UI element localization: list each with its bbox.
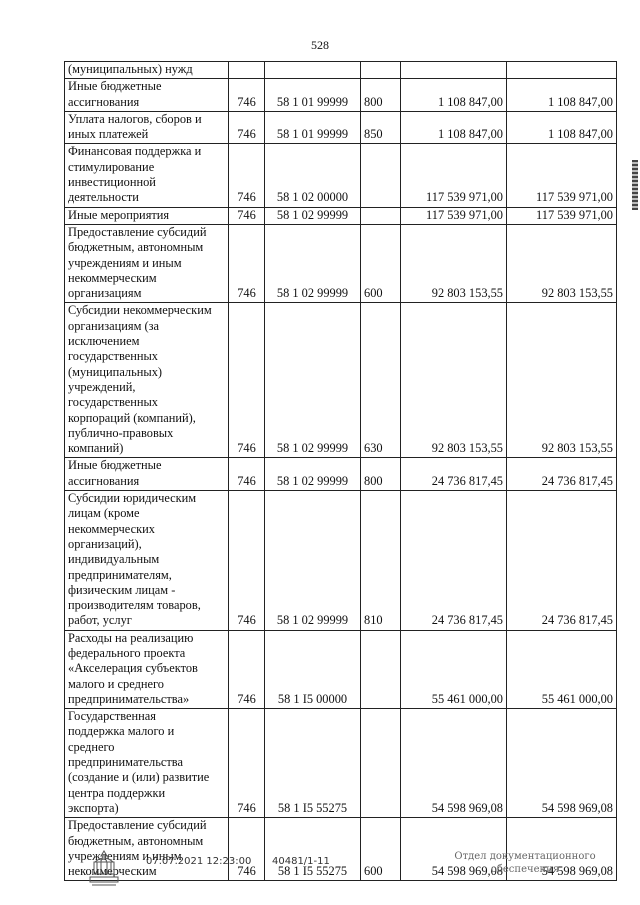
expense-name-line: Финансовая поддержка и: [68, 144, 202, 159]
grbs-code-cell: 746: [229, 709, 265, 818]
grbs-code-cell: 746: [229, 303, 265, 458]
expense-type-cell: 800: [361, 458, 401, 491]
expense-name-cell: [65, 491, 229, 631]
table-row: [65, 491, 617, 631]
expense-name-line: бюджетным, автономным: [68, 833, 204, 848]
expense-name-cell: [65, 224, 229, 302]
amount-cell: 92 803 153,55: [401, 303, 507, 458]
amount-cell: [401, 62, 507, 79]
expense-type-cell: [361, 62, 401, 79]
amount-cell: 92 803 153,55: [401, 224, 507, 302]
expense-name-line: корпораций (компаний),: [68, 410, 196, 425]
expense-name-cell: [65, 303, 229, 458]
expense-type-cell: [361, 630, 401, 708]
expense-name-line: Иные бюджетные: [68, 458, 162, 473]
department-stamp: [440, 850, 610, 876]
page-number: 528: [311, 38, 329, 52]
expense-name-cell: [65, 144, 229, 207]
grbs-code-cell: 746: [229, 79, 265, 112]
expense-name-line: Субсидии юридическим: [68, 491, 197, 506]
grbs-code-cell: 746: [229, 818, 265, 881]
amount-cell: 1 108 847,00: [401, 79, 507, 112]
expense-name-line: организаций),: [68, 536, 142, 551]
department-stamp-line: Отдел документационного: [454, 851, 596, 862]
expense-name-cell: [65, 709, 229, 818]
expense-name-line: индивидуальным: [68, 552, 160, 567]
expense-name-cell: [65, 630, 229, 708]
footer-document-id: 40481/1-11: [272, 856, 330, 867]
expense-name-line: Иные бюджетные: [68, 79, 162, 94]
table-row: [65, 458, 617, 491]
amount-cell: 24 736 817,45: [507, 458, 617, 491]
footer-timestamp: 07.07.2021 12:23:00: [146, 856, 252, 867]
expense-type-cell: 600: [361, 818, 401, 881]
expense-name-line: Предоставление субсидий: [68, 224, 207, 239]
target-article-cell: 58 1 I5 55275: [265, 818, 361, 881]
amount-cell: 55 461 000,00: [507, 630, 617, 708]
expense-name-line: лицам (кроме: [68, 506, 140, 521]
expense-type-cell: [361, 709, 401, 818]
expense-name-line: центра поддержки: [68, 785, 166, 800]
table-row: [65, 144, 617, 207]
expense-name-line: федерального проекта: [68, 645, 186, 660]
grbs-code-cell: 746: [229, 207, 265, 224]
expense-name-line: некоммерческим: [68, 270, 157, 285]
budget-table-body: [65, 62, 617, 881]
expense-name-line: государственных: [68, 395, 159, 410]
amount-cell: 24 736 817,45: [401, 491, 507, 631]
expense-name-line: (муниципальных): [68, 364, 163, 379]
expense-name-line: компаний): [68, 441, 124, 456]
budget-table: [64, 61, 617, 881]
expense-name-line: Уплата налогов, сборов и: [68, 111, 202, 126]
target-article-cell: 58 1 02 99999: [265, 491, 361, 631]
department-stamp-line: обеспечения: [490, 864, 560, 875]
expense-name-line: учреждениям и иным: [68, 255, 182, 270]
target-article-cell: 58 1 I5 55275: [265, 709, 361, 818]
expense-type-cell: 630: [361, 303, 401, 458]
expense-type-cell: 810: [361, 491, 401, 631]
expense-name-cell: [65, 79, 229, 112]
target-article-cell: 58 1 02 99999: [265, 303, 361, 458]
table-row: [65, 111, 617, 144]
table-row: [65, 207, 617, 224]
expense-name-line: предпринимательства: [68, 755, 183, 770]
table-row: [65, 630, 617, 708]
emblem-icon: [86, 848, 122, 888]
expense-name-cell: [65, 458, 229, 491]
target-article-cell: 58 1 02 99999: [265, 224, 361, 302]
amount-cell: 117 539 971,00: [507, 144, 617, 207]
expense-type-cell: [361, 207, 401, 224]
amount-cell: 117 539 971,00: [401, 144, 507, 207]
amount-cell: 117 539 971,00: [401, 207, 507, 224]
scan-edge-mark: [632, 160, 638, 210]
expense-name-line: государственных: [68, 349, 159, 364]
table-row: [65, 79, 617, 112]
expense-name-line: «Акселерация субъектов: [68, 661, 198, 676]
amount-cell: 54 598 969,08: [401, 709, 507, 818]
expense-name-line: Иные мероприятия: [68, 207, 170, 222]
expense-name-line: работ, услуг: [68, 613, 132, 628]
expense-name-line: Предоставление субсидий: [68, 818, 207, 833]
amount-cell: 55 461 000,00: [401, 630, 507, 708]
expense-type-cell: 600: [361, 224, 401, 302]
grbs-code-cell: 746: [229, 224, 265, 302]
expense-name-line: организациям: [68, 286, 142, 301]
grbs-code-cell: 746: [229, 630, 265, 708]
expense-name-line: некоммерческим: [68, 864, 157, 879]
target-article-cell: 58 1 I5 00000: [265, 630, 361, 708]
amount-cell: 24 736 817,45: [507, 491, 617, 631]
expense-name-line: (создание и (или) развитие: [68, 770, 210, 785]
expense-type-cell: 800: [361, 79, 401, 112]
expense-name-line: поддержка малого и: [68, 724, 175, 739]
expense-name-line: организациям (за: [68, 318, 160, 333]
amount-cell: 1 108 847,00: [507, 111, 617, 144]
expense-name-line: учреждениям и иным: [68, 848, 182, 863]
expense-type-cell: [361, 144, 401, 207]
amount-cell: 92 803 153,55: [507, 224, 617, 302]
expense-name-line: экспорта): [68, 800, 119, 815]
table-row: [65, 709, 617, 818]
expense-type-cell: 850: [361, 111, 401, 144]
expense-name-line: стимулирование: [68, 159, 155, 174]
target-article-cell: 58 1 01 99999: [265, 111, 361, 144]
table-row: [65, 224, 617, 302]
expense-name-cell: [65, 111, 229, 144]
expense-name-line: некоммерческих: [68, 521, 155, 536]
expense-name-cell: [65, 62, 229, 79]
expense-name-line: ассигнования: [68, 94, 140, 109]
expense-name-line: предпринимательства»: [68, 691, 190, 706]
footer: [0, 848, 640, 898]
amount-cell: 54 598 969,08: [507, 818, 617, 881]
grbs-code-cell: 746: [229, 458, 265, 491]
amount-cell: 1 108 847,00: [507, 79, 617, 112]
grbs-code-cell: 746: [229, 491, 265, 631]
expense-name-line: Субсидии некоммерческим: [68, 303, 212, 318]
expense-name-line: физическим лицам -: [68, 582, 176, 597]
expense-name-line: производителям товаров,: [68, 598, 201, 613]
expense-name-line: среднего: [68, 739, 115, 754]
amount-cell: 54 598 969,08: [401, 818, 507, 881]
expense-name-line: Расходы на реализацию: [68, 630, 194, 645]
grbs-code-cell: [229, 62, 265, 79]
amount-cell: [507, 62, 617, 79]
expense-name-line: (муниципальных) нужд: [68, 62, 193, 76]
target-article-cell: 58 1 01 99999: [265, 79, 361, 112]
target-article-cell: 58 1 02 99999: [265, 458, 361, 491]
expense-name-line: ассигнования: [68, 473, 140, 488]
table-row: [65, 303, 617, 458]
target-article-cell: 58 1 02 99999: [265, 207, 361, 224]
expense-name-line: бюджетным, автономным: [68, 240, 204, 255]
table-row: [65, 62, 617, 79]
expense-name-line: предпринимателям,: [68, 567, 172, 582]
target-article-cell: 58 1 02 00000: [265, 144, 361, 207]
target-article-cell: [265, 62, 361, 79]
expense-name-cell: [65, 207, 229, 224]
expense-name-line: деятельности: [68, 190, 139, 205]
amount-cell: 117 539 971,00: [507, 207, 617, 224]
expense-name-line: иных платежей: [68, 127, 149, 142]
amount-cell: 1 108 847,00: [401, 111, 507, 144]
expense-name-line: учреждений,: [68, 379, 136, 394]
expense-name-line: малого и среднего: [68, 676, 164, 691]
grbs-code-cell: 746: [229, 144, 265, 207]
expense-name-line: инвестиционной: [68, 175, 156, 190]
amount-cell: 92 803 153,55: [507, 303, 617, 458]
grbs-code-cell: 746: [229, 111, 265, 144]
expense-name-line: публично-правовых: [68, 425, 174, 440]
amount-cell: 24 736 817,45: [401, 458, 507, 491]
expense-name-line: исключением: [68, 334, 140, 349]
amount-cell: 54 598 969,08: [507, 709, 617, 818]
expense-name-line: Государственная: [68, 709, 156, 724]
